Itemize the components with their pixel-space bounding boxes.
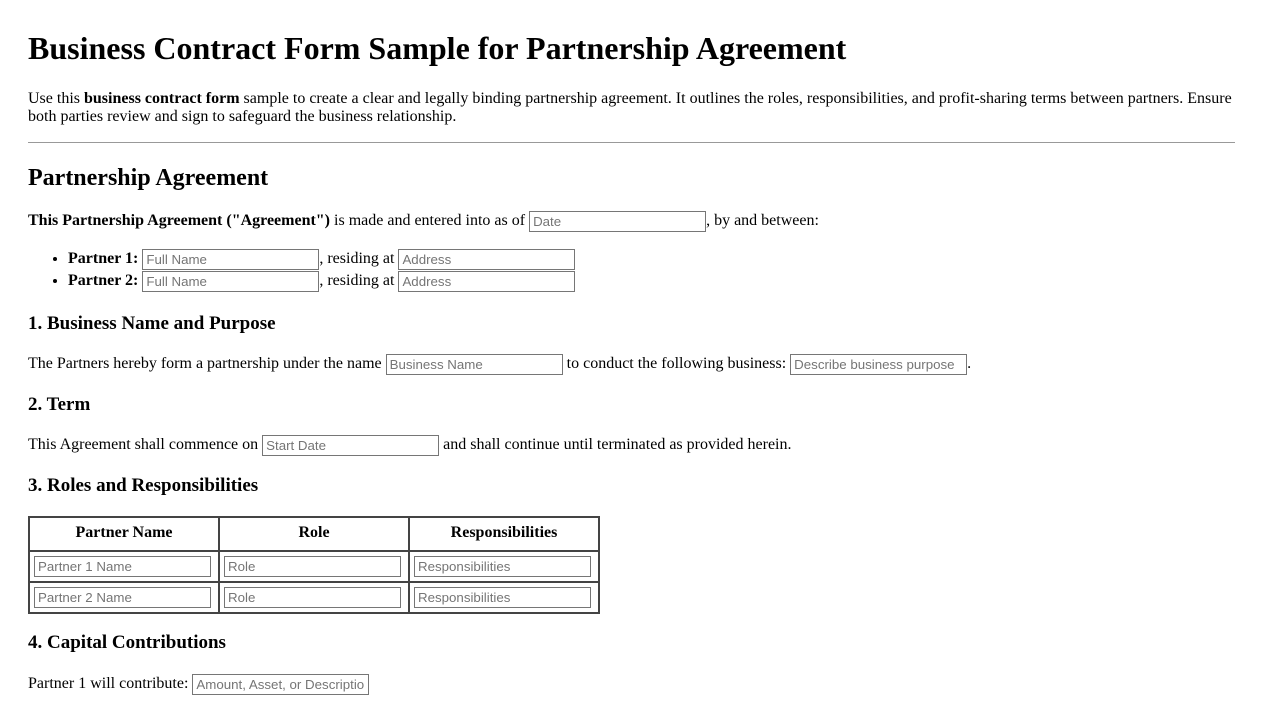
business-name-input[interactable] xyxy=(386,354,563,375)
partner-2-role-input[interactable] xyxy=(224,587,401,608)
partner-2-address-input[interactable] xyxy=(398,271,575,292)
partner-2-name-cell-input[interactable] xyxy=(34,587,211,608)
section-1-text xyxy=(28,354,1235,375)
section-1-text-b: to conduct the following business: xyxy=(562,354,791,372)
document-page xyxy=(0,30,1263,695)
partner-list xyxy=(28,248,1235,292)
residing-text: , residing at xyxy=(319,271,399,289)
agreement-heading: Partnership Agreement xyxy=(28,165,269,191)
section-4-text-a: Partner 1 will contribute: xyxy=(28,674,193,692)
table-cell xyxy=(219,551,409,582)
section-2-text-b: and shall continue until terminated as provided herein. xyxy=(439,435,792,453)
column-header-responsibilities: Responsibilities xyxy=(409,517,599,551)
column-header-partner-name: Partner Name xyxy=(29,517,219,551)
agreement-lead xyxy=(28,211,1235,232)
section-1-text-a: The Partners hereby form a partnership under the name xyxy=(28,354,386,372)
partner-2-item xyxy=(68,270,1235,292)
partner-1-item xyxy=(68,248,1235,270)
intro-paragraph xyxy=(28,90,1235,126)
page-title: Business Contract Form Sample for Partnership Agreement xyxy=(28,30,847,66)
partner-1-name-cell-input[interactable] xyxy=(34,556,211,577)
business-purpose-input[interactable] xyxy=(790,354,967,375)
intro-text-rest: sample to create a clear and legally binding partnership agreement. It outlines the roles, responsibilities, and profit-sharing terms between partners. Ensure both parties review and sign to safeguard the business relationship. xyxy=(28,90,1232,125)
table-cell xyxy=(29,582,219,613)
partner-2-responsibilities-input[interactable] xyxy=(414,587,591,608)
roles-table xyxy=(28,516,600,614)
table-row xyxy=(29,551,599,582)
start-date-input[interactable] xyxy=(262,435,439,456)
partner-2-label: Partner 2: xyxy=(68,271,139,289)
table-cell xyxy=(409,582,599,613)
partner-1-role-input[interactable] xyxy=(224,556,401,577)
table-cell xyxy=(409,551,599,582)
agreement-lead-bold: This Partnership Agreement ("Agreement") xyxy=(28,212,331,230)
table-cell xyxy=(219,582,409,613)
residing-text: , residing at xyxy=(319,250,399,267)
partner-1-label: Partner 1: xyxy=(68,250,139,267)
partner-1-address-input[interactable] xyxy=(398,249,575,270)
column-header-role: Role xyxy=(219,517,409,551)
table-header-row xyxy=(29,517,599,551)
section-1-text-c: . xyxy=(967,354,972,372)
table-row xyxy=(29,582,599,613)
intro-text: Use this xyxy=(28,90,84,107)
section-2-heading: 2. Term xyxy=(28,393,91,415)
section-4-text xyxy=(28,674,1235,695)
table-cell xyxy=(29,551,219,582)
agreement-lead-text: is made and entered into as of xyxy=(330,212,530,230)
partner-1-responsibilities-input[interactable] xyxy=(414,556,591,577)
section-2-text-a: This Agreement shall commence on xyxy=(28,435,263,453)
section-2-text xyxy=(28,435,1235,456)
divider xyxy=(28,142,1235,143)
section-1-heading: 1. Business Name and Purpose xyxy=(28,312,276,334)
section-4-heading: 4. Capital Contributions xyxy=(28,631,226,653)
agreement-lead-end: , by and between: xyxy=(706,212,819,230)
partner-1-name-input[interactable] xyxy=(142,249,319,270)
partner-2-name-input[interactable] xyxy=(142,271,319,292)
section-3-heading: 3. Roles and Responsibilities xyxy=(28,474,259,496)
agreement-date-input[interactable] xyxy=(529,211,706,232)
contribution-input[interactable] xyxy=(192,674,369,695)
intro-bold-text: business contract form xyxy=(84,90,240,107)
